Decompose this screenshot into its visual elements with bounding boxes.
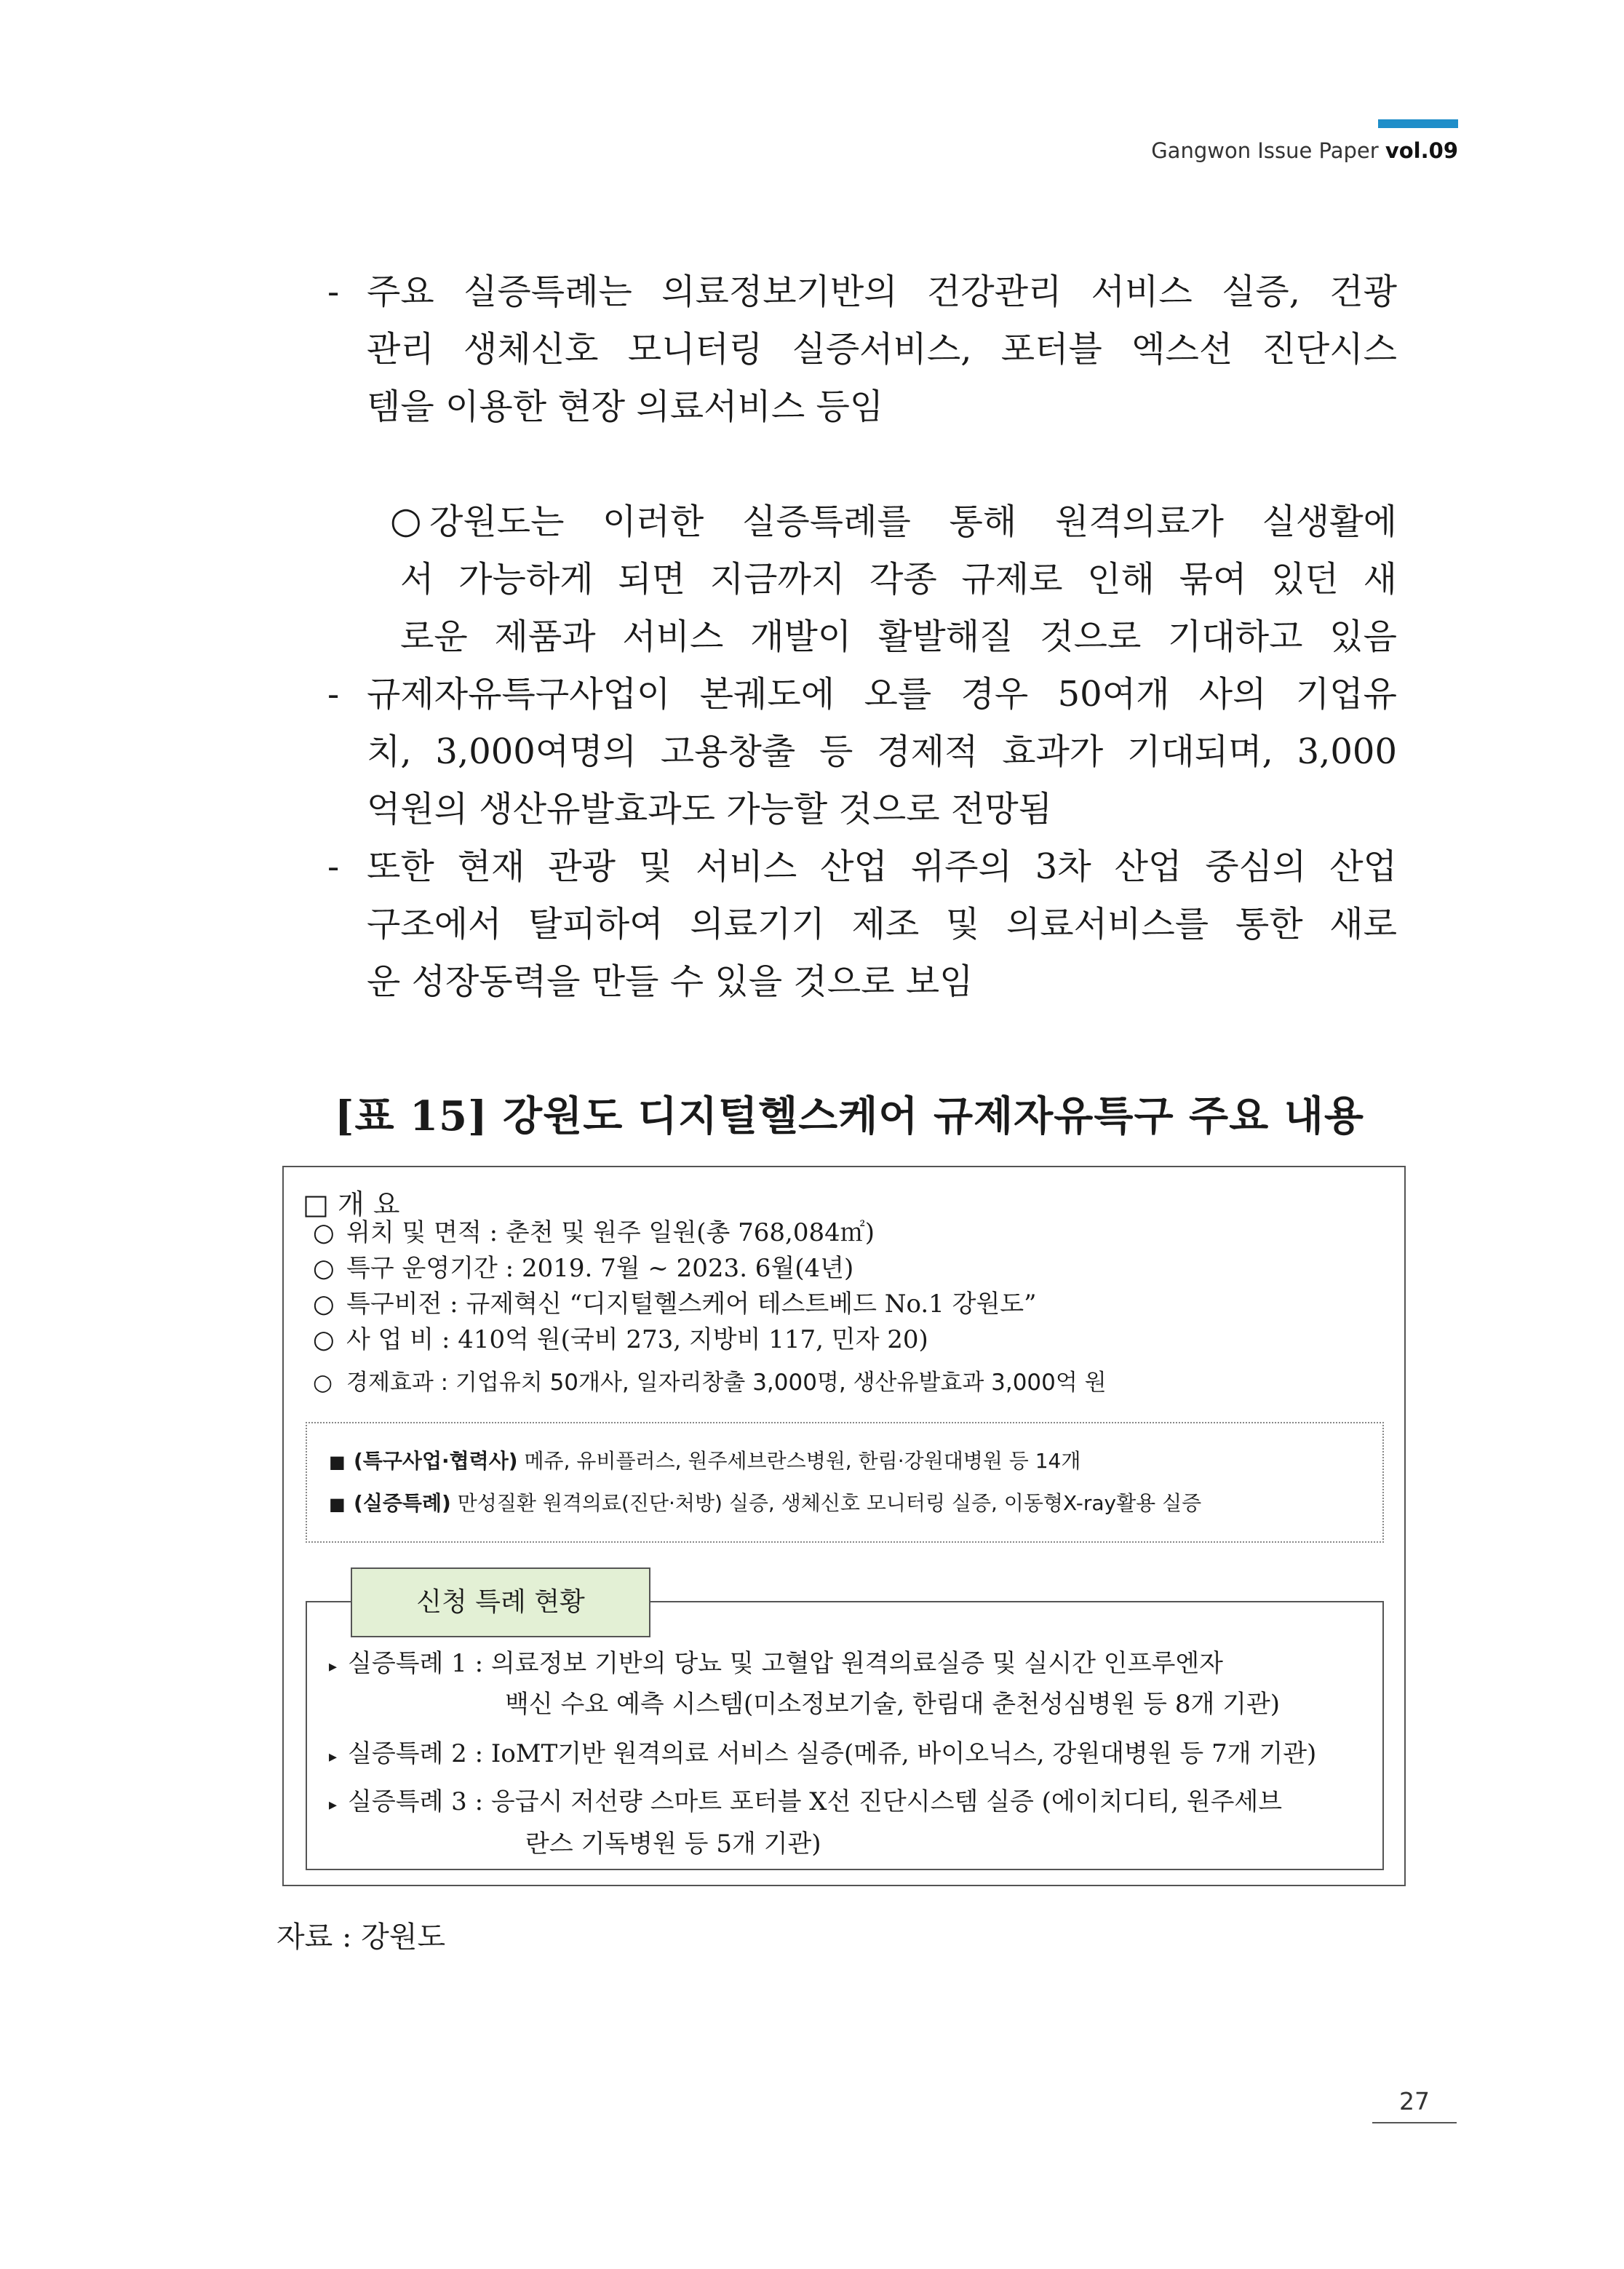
partners-row <box>329 1445 1080 1474</box>
paragraph-2 <box>320 493 1397 666</box>
running-header <box>1151 138 1458 163</box>
partners-tag: (특구사업·협력사) <box>354 1449 518 1473</box>
paragraph-line: 강원도는 이러한 실증특례를 통해 원격의료가 실생활에 <box>429 501 1397 542</box>
partners-text: 메쥬, 유비플러스, 원주세브란스병원, 한림·강원대병원 등 14개 <box>517 1449 1081 1473</box>
paragraph-1 <box>320 263 1397 436</box>
paragraph-line: 또한 현재 관광 및 서비스 산업 위주의 3차 산업 중심의 산업 <box>367 846 1397 887</box>
paragraph-line: 규제자유특구사업이 본궤도에 오를 경우 50여개 사의 기업유 <box>367 674 1397 715</box>
volume-label: vol.09 <box>1385 138 1458 163</box>
source-note: 자료 : 강원도 <box>276 1920 446 1954</box>
application-1-cont: 백신 수요 예측 시스템(미소정보기술, 한림대 춘천성심병원 등 8개 기관) <box>505 1690 1281 1719</box>
applications-box <box>306 1601 1384 1870</box>
cases-text: 만성질환 원격의료(진단·처방) 실증, 생체신호 모니터링 실증, 이동형X-ray활용 실증 <box>450 1491 1202 1515</box>
overview-item: ○ 특구 운영기간 : 2019. 7월 ~ 2023. 6월(4년) <box>313 1251 1107 1287</box>
overview-item: ○ 사 업 비 : 410억 원(국비 273, 지방비 117, 민자 20) <box>313 1322 1107 1358</box>
partners-box <box>306 1422 1384 1543</box>
circle-bullet: ○ <box>313 1254 335 1283</box>
header-accent-bar <box>1378 119 1458 128</box>
paragraph-line: 억원의 생산유발효과도 가능할 것으로 전망됨 <box>367 789 1053 830</box>
cases-tag: (실증특례) <box>354 1491 451 1515</box>
paragraph-line: 관리 생체신호 모니터링 실증서비스, 포터블 엑스선 진단시스 <box>367 329 1397 370</box>
paragraph-line: 템을 이용한 현장 의료서비스 등임 <box>367 386 884 427</box>
dash-marker: - <box>327 271 340 312</box>
paragraph-line: 운 성장동력을 만들 수 있을 것으로 보임 <box>367 961 974 1002</box>
paragraph-line: 치, 3,000여명의 고용창출 등 경제적 효과가 기대되며, 3,000 <box>367 731 1397 772</box>
overview-title: □ 개 요 <box>303 1188 400 1220</box>
application-3: ▸ 실증특례 3 : 응급시 저선량 스마트 포터블 X선 진단시스템 실증 (에이치디티, 원주세브 <box>329 1787 1283 1816</box>
arrow-marker: ▸ <box>329 1658 338 1676</box>
applications-label: 신청 특례 현황 <box>351 1567 650 1637</box>
table-caption: [표 15] 강원도 디지털헬스케어 규제자유특구 주요 내용 <box>335 1092 1364 1140</box>
paragraph-3 <box>320 666 1397 838</box>
paragraph-4 <box>320 838 1397 1011</box>
paragraph-line: 서 가능하게 되면 지금까지 각종 규제로 인해 묶여 있던 새 <box>400 559 1397 600</box>
publication-name: Gangwon Issue Paper <box>1151 138 1385 163</box>
circle-bullet: ○ <box>313 1325 335 1354</box>
paragraph-line: 구조에서 탈피하여 의료기기 제조 및 의료서비스를 통한 새로 <box>367 904 1397 945</box>
arrow-marker: ▸ <box>329 1796 338 1814</box>
circle-marker: ○ <box>390 499 422 541</box>
page-number-rule <box>1372 2122 1457 2123</box>
square-bullet: ■ <box>329 1494 346 1514</box>
overview-list <box>313 1215 1107 1401</box>
overview-item: ○ 특구비전 : 규제혁신 “디지털헬스케어 테스트베드 No.1 강원도” <box>313 1287 1107 1322</box>
arrow-marker: ▸ <box>329 1748 338 1766</box>
body-text <box>320 263 1397 1011</box>
paragraph-line: 로운 제품과 서비스 개발이 활발해질 것으로 기대하고 있음 <box>400 616 1397 657</box>
dash-marker: - <box>327 674 340 715</box>
overview-item: ○ 경제효과 : 기업유치 50개사, 일자리창출 3,000명, 생산유발효과 3,000억 원 <box>313 1365 1107 1401</box>
page-number: 27 <box>1399 2087 1430 2115</box>
application-2: ▸ 실증특례 2 : IoMT기반 원격의료 서비스 실증(메쥬, 바이오닉스, 강원대병원 등 7개 기관) <box>329 1739 1317 1768</box>
application-1: ▸ 실증특례 1 : 의료정보 기반의 당뇨 및 고혈압 원격의료실증 및 실시간 인프루엔자 <box>329 1649 1223 1678</box>
paragraph-line: 주요 실증특례는 의료정보기반의 건강관리 서비스 실증, 건광 <box>367 271 1397 312</box>
circle-bullet: ○ <box>313 1218 335 1247</box>
square-bullet: ■ <box>329 1452 346 1472</box>
circle-bullet: ○ <box>313 1290 335 1319</box>
circle-bullet: ○ <box>313 1370 333 1396</box>
cases-row <box>329 1487 1201 1517</box>
overview-item: ○ 위치 및 면적 : 춘천 및 원주 일원(총 768,084㎡) <box>313 1215 1107 1251</box>
dash-marker: - <box>327 846 340 887</box>
summary-table <box>282 1166 1406 1886</box>
application-3-cont: 란스 기독병원 등 5개 기관) <box>525 1829 821 1859</box>
